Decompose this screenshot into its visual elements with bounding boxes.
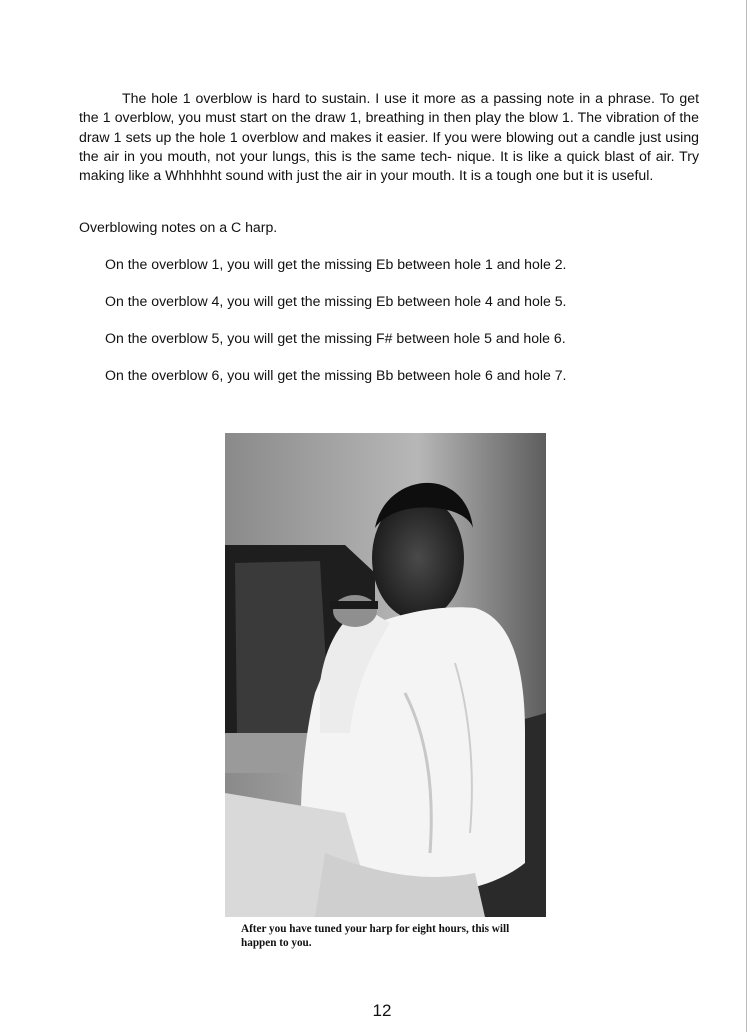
photo-harmonica-player xyxy=(225,433,546,917)
overblow-item: On the overblow 1, you will get the missing Eb between hole 1 and hole 2. xyxy=(105,256,567,272)
intro-line: The vibration of the draw 1 sets up the hole 1 overblow and makes it easier. If you were xyxy=(79,109,699,145)
overblow-item: On the overblow 4, you will get the missing Eb between hole 4 and hole 5. xyxy=(105,293,567,309)
photo-hands xyxy=(333,595,377,627)
overblow-item: On the overblow 5, you will get the missing F# between hole 5 and hole 6. xyxy=(105,330,566,346)
section-subheading: Overblowing notes on a C harp. xyxy=(79,219,278,235)
page-number: 12 xyxy=(372,1001,392,1020)
photo-image xyxy=(225,433,546,917)
intro-line: The hole 1 overblow is hard to sustain. I use it more as a passing note in a phrase. xyxy=(122,90,655,106)
intro-paragraph xyxy=(79,89,699,185)
intro-line: your mouth. It is a tough one but it is useful. xyxy=(380,167,654,184)
intro-line: nique. It is like a quick blast of air. Try making like a Whhhhht sound with just the air in xyxy=(79,147,700,184)
photo-harmonica xyxy=(330,601,378,609)
overblow-item: On the overblow 6, you will get the missing Bb between hole 6 and hole 7. xyxy=(105,367,567,383)
intro-line: blowing out a candle just using the air in you mouth, not your lungs, this is the same tech- xyxy=(79,128,699,164)
overblow-list xyxy=(105,255,566,403)
page-edge-line xyxy=(746,0,747,1032)
intro-line: To get the 1 overblow, you must start on the draw 1, breathing in then play the blow 1. xyxy=(79,90,699,126)
photo-caption: After you have tuned your harp for eight hours, this will happen to you. xyxy=(241,923,510,949)
